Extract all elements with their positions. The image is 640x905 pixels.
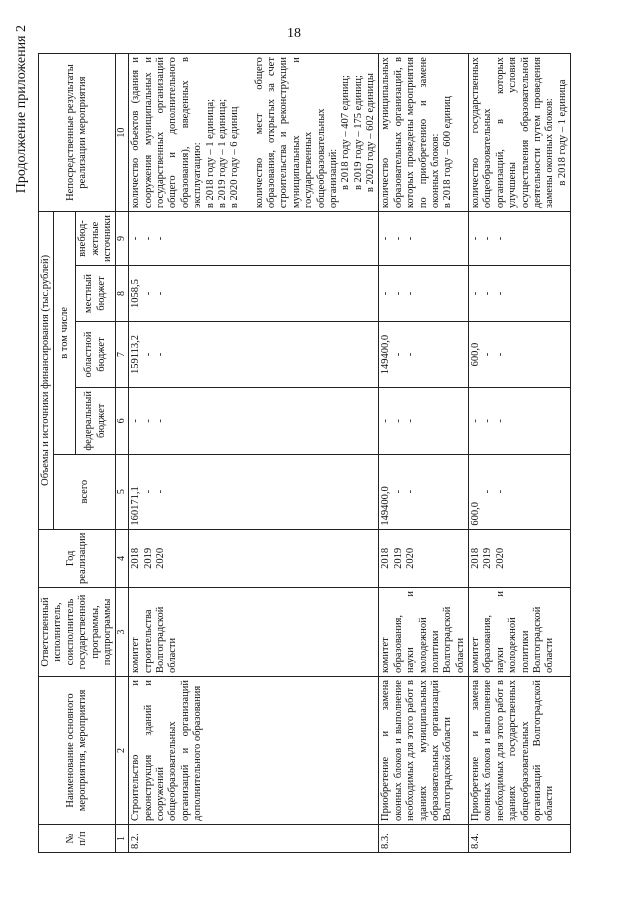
col-number: 6 xyxy=(116,388,129,455)
header-including: в том числе xyxy=(54,212,76,455)
header-results: Непосредственные результаты реализации мероприятия xyxy=(39,54,116,212)
row-num: 8.3. xyxy=(379,825,469,853)
page-number: 18 xyxy=(287,26,301,41)
header-extra: внебюд-жетные источники xyxy=(76,212,116,266)
col-number: 9 xyxy=(116,212,129,266)
col-number: 8 xyxy=(116,266,129,322)
row-local: - - - xyxy=(379,266,469,322)
continuation-label: Продолжение приложения 2 xyxy=(14,25,29,194)
row-results: количество муниципальных образовательных организаций, в которых проведены мероприятия по приобретению и замене оконных блоков: в 2018 году – 600 единиц xyxy=(379,54,469,212)
row-years: 2018 2019 2020 xyxy=(129,529,379,587)
row-years: 2018 2019 2020 xyxy=(379,529,469,587)
col-number: 4 xyxy=(116,529,129,587)
row-executor: комитет строительства Волгоградской области xyxy=(129,588,379,677)
row-executor: комитет образования, науки и молодежной политики Волгоградской области xyxy=(469,588,571,677)
header-total: всего xyxy=(54,454,116,529)
row-results: количество государственных общеобразовательных организаций, в которых улучшены условия осуществления образовательной деятельности путем проведения замены оконных блоков: в 2018 году – 1 единица xyxy=(469,54,571,212)
col-number: 3 xyxy=(116,588,129,677)
row-total: 149400,0 - - xyxy=(379,454,469,529)
row-local: - - - xyxy=(469,266,571,322)
row-executor: комитет образования, науки и молодежной политики Волгоградской области xyxy=(379,588,469,677)
header-federal: федеральный бюджет xyxy=(76,388,116,455)
header-local: местный бюджет xyxy=(76,266,116,322)
row-extra: - - - xyxy=(129,212,379,266)
financing-table xyxy=(38,53,571,853)
row-federal: - - - xyxy=(469,388,571,455)
row-results: количество объектов (здания и сооружения муниципальных и государственных организаций общего и дополнительного образования), введенных в эксплуатацию: в 2018 году – 1 единица; в 2019 году – 1 единица; в 2020 году – 6 единиц количество мест общего образования, открытых за счет строительства и реконструкции муниципальных и государственных общеобразовательных организаций: в 2018 году – 407 единиц; в 2019 году – 175 единиц; в 2020 году – 602 единицы xyxy=(129,54,379,212)
header-name: Наименование основного мероприятия, мероприятия xyxy=(39,677,116,825)
row-num: 8.4. xyxy=(469,825,571,853)
col-number: 1 xyxy=(116,825,129,853)
header-executor: Ответственный исполнитель, соисполнитель государственной программы, подпрограммы xyxy=(39,588,116,677)
row-local: 1058,5 - - xyxy=(129,266,379,322)
header-year: Год реализации xyxy=(39,529,116,587)
col-number: 5 xyxy=(116,454,129,529)
col-number: 10 xyxy=(116,54,129,212)
table-row xyxy=(129,54,379,853)
header-financing: Объемы и источники финансирования (тыс.рублей) xyxy=(39,212,54,530)
table-row xyxy=(379,54,469,853)
table-row xyxy=(469,54,571,853)
row-total: 600,0 - - xyxy=(469,454,571,529)
row-name: Приобретение и замена оконных блоков и выполнение необходимых для этого работ в зданиях муниципальных образовательных организаций Волгоградской области xyxy=(379,677,469,825)
row-regional: 600,0 - - xyxy=(469,322,571,388)
header-num: № п/п xyxy=(39,825,116,853)
col-number: 2 xyxy=(116,677,129,825)
row-name: Строительство и реконструкция зданий и сооружений общеобразовательных организаций и организаций дополнительного образования xyxy=(129,677,379,825)
row-regional: 159113,2 - - xyxy=(129,322,379,388)
col-number: 7 xyxy=(116,322,129,388)
header-regional: областной бюджет xyxy=(76,322,116,388)
row-extra: - - - xyxy=(469,212,571,266)
row-regional: 149400,0 - - xyxy=(379,322,469,388)
row-federal: - - - xyxy=(379,388,469,455)
row-federal: - - - xyxy=(129,388,379,455)
row-num: 8.2. xyxy=(129,825,379,853)
row-extra: - - - xyxy=(379,212,469,266)
row-total: 160171,1 - - xyxy=(129,454,379,529)
row-years: 2018 2019 2020 xyxy=(469,529,571,587)
row-name: Приобретение и замена оконных блоков и выполнение необходимых для этого работ в зданиях государственных общеобразовательных организаций Волгоградской области xyxy=(469,677,571,825)
